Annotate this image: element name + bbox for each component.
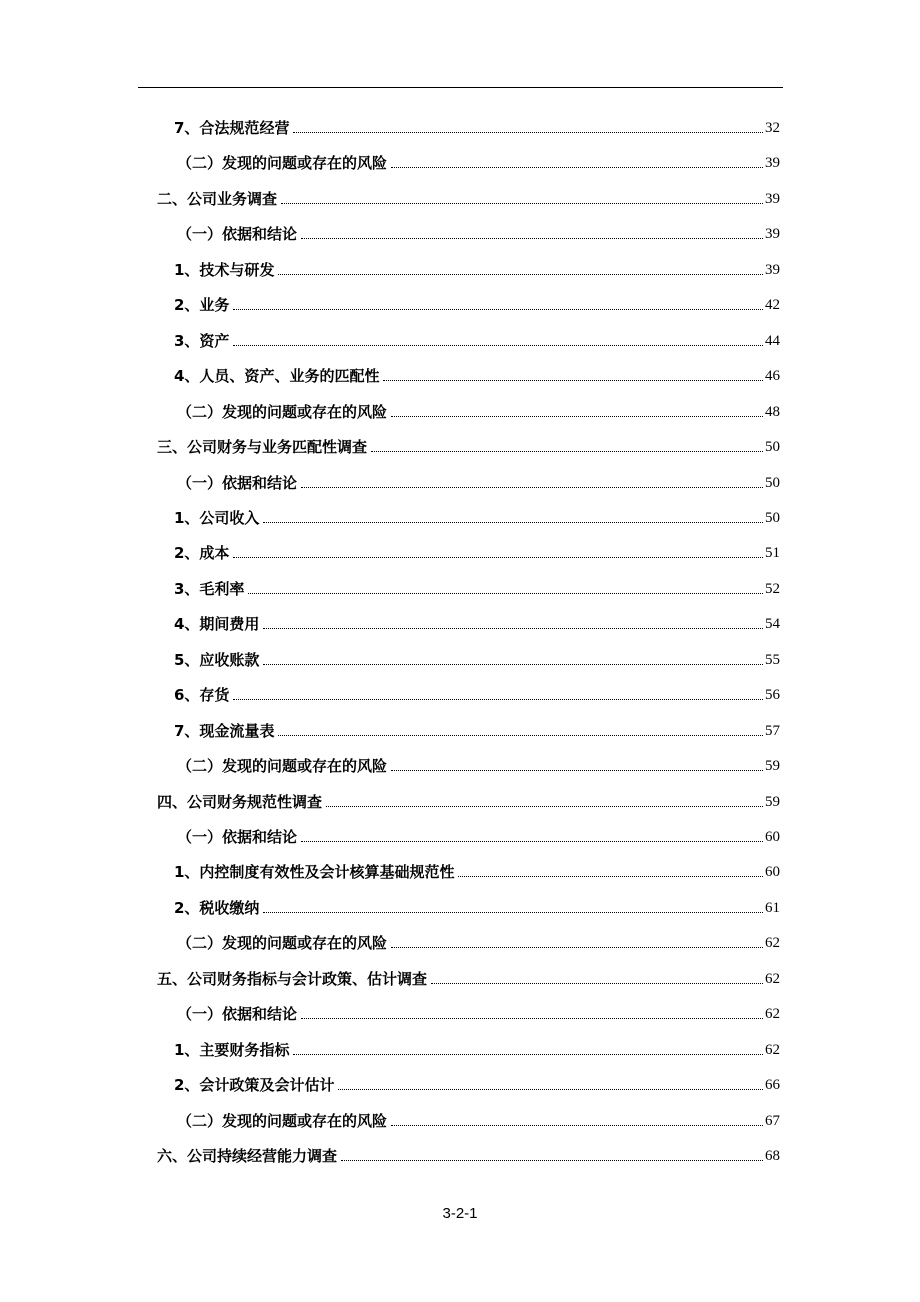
toc-leader-dots [293, 1054, 763, 1055]
toc-leader-dots [263, 664, 763, 665]
toc-entry-label: 6、存货 [174, 686, 230, 705]
toc-entry[interactable] [174, 114, 780, 138]
toc-entry-page: 32 [765, 120, 780, 136]
toc-entry[interactable] [157, 1142, 780, 1166]
toc-entry-label: 7、合法规范经营 [174, 119, 290, 137]
toc-entry-page: 54 [765, 616, 780, 633]
toc-entry[interactable] [177, 469, 780, 493]
toc-entry-page: 55 [765, 651, 780, 668]
toc-entry-page: 52 [765, 580, 780, 597]
toc-leader-dots [233, 309, 763, 310]
toc-entry[interactable] [157, 788, 780, 812]
toc-entry-label: 2、业务 [174, 296, 230, 315]
toc-entry-page: 60 [765, 829, 780, 845]
toc-entry[interactable] [174, 327, 780, 351]
toc-leader-dots [278, 735, 763, 736]
toc-entry-label: 五、公司财务指标与会计政策、估计调查 [157, 969, 428, 988]
toc-entry[interactable] [177, 149, 780, 173]
toc-entry-page: 60 [765, 864, 780, 881]
toc-entry-label: （一）依据和结论 [177, 225, 298, 244]
toc-entry[interactable] [174, 575, 780, 599]
toc-entry-page: 67 [765, 1112, 780, 1129]
toc-entry-page: 39 [765, 226, 780, 243]
toc-entry-page: 56 [765, 687, 780, 704]
toc-leader-dots [341, 1160, 763, 1161]
toc-entry-page: 62 [765, 1041, 780, 1058]
toc-entry-label: （一）依据和结论 [177, 473, 298, 492]
toc-leader-dots [391, 167, 763, 168]
toc-entry[interactable] [174, 1071, 780, 1095]
toc-entry-page: 42 [765, 297, 780, 314]
toc-entry-page: 50 [765, 474, 780, 491]
toc-leader-dots [263, 522, 763, 523]
toc-entry-label: 4、期间费用 [174, 615, 260, 634]
toc-entry-page: 39 [765, 155, 780, 172]
toc-entry-label: 1、主要财务指标 [174, 1040, 290, 1059]
toc-entry[interactable] [157, 185, 780, 209]
toc-leader-dots [301, 238, 763, 239]
toc-leader-dots [371, 451, 763, 452]
toc-entry-label: 1、技术与研发 [174, 260, 275, 279]
toc-entry[interactable] [174, 858, 780, 882]
toc-entry-page: 57 [765, 722, 780, 739]
toc-entry-label: 1、公司收入 [174, 508, 260, 527]
header-rule [138, 87, 783, 88]
toc-entry[interactable] [174, 504, 780, 528]
toc-entry-page: 48 [765, 403, 780, 420]
toc-entry[interactable] [174, 681, 780, 705]
toc-entry[interactable] [174, 291, 780, 315]
toc-entry-label: 2、税收缴纳 [174, 898, 260, 917]
toc-entry-page: 62 [765, 970, 780, 987]
toc-leader-dots [233, 699, 763, 700]
toc-entry[interactable] [174, 894, 780, 918]
toc-entry-page: 66 [765, 1077, 780, 1094]
toc-leader-dots [248, 593, 763, 594]
toc-entry[interactable] [174, 1036, 780, 1060]
toc-leader-dots [458, 876, 763, 877]
toc-entry-page: 46 [765, 368, 780, 385]
toc-entry-label: 3、资产 [174, 331, 230, 350]
toc-entry[interactable] [174, 362, 780, 386]
toc-entry-page: 61 [765, 899, 780, 916]
toc-entry-page: 51 [765, 545, 780, 562]
toc-leader-dots [338, 1089, 763, 1090]
toc-leader-dots [293, 132, 763, 133]
toc-entry[interactable] [174, 717, 780, 741]
toc-leader-dots [391, 770, 763, 771]
toc-entry[interactable] [177, 929, 780, 953]
toc-entry-page: 62 [765, 935, 780, 952]
toc-entry-label: （二）发现的问题或存在的风险 [177, 757, 388, 776]
toc-entry[interactable] [174, 256, 780, 280]
toc-entry-page: 62 [765, 1006, 780, 1023]
toc-entry-label: 六、公司持续经营能力调查 [157, 1147, 338, 1166]
toc-entry[interactable] [177, 752, 780, 776]
toc-entry-page: 50 [765, 509, 780, 526]
toc-entry[interactable] [157, 433, 780, 457]
toc-entry-label: （二）发现的问题或存在的风险 [177, 402, 388, 421]
toc-entry-label: （二）发现的问题或存在的风险 [177, 1111, 388, 1130]
toc-leader-dots [391, 1125, 763, 1126]
toc-entry-label: （二）发现的问题或存在的风险 [177, 934, 388, 953]
toc-entry[interactable] [177, 1000, 780, 1024]
toc-entry[interactable] [177, 398, 780, 422]
toc-leader-dots [263, 912, 763, 913]
toc-leader-dots [278, 274, 763, 275]
toc-leader-dots [301, 841, 763, 842]
toc-leader-dots [326, 806, 763, 807]
toc-entry-label: （二）发现的问题或存在的风险 [177, 154, 388, 173]
toc-entry-page: 59 [765, 758, 780, 775]
toc-entry[interactable] [177, 823, 780, 847]
toc-entry-label: 三、公司财务与业务匹配性调查 [157, 438, 368, 457]
toc-entry-page: 39 [765, 261, 780, 278]
toc-leader-dots [391, 416, 763, 417]
toc-leader-dots [391, 947, 763, 948]
toc-entry-label: 1、内控制度有效性及会计核算基础规范性 [174, 863, 455, 882]
toc-leader-dots [301, 1018, 763, 1019]
toc-entry[interactable] [177, 1107, 780, 1131]
toc-entry-label: 7、现金流量表 [174, 721, 275, 740]
toc-leader-dots [383, 380, 763, 381]
toc-leader-dots [233, 557, 763, 558]
page-number: 3-2-1 [442, 1205, 478, 1222]
toc-leader-dots [233, 345, 763, 346]
toc-entry-label: （一）依据和结论 [177, 828, 298, 846]
toc-entry-label: 2、会计政策及会计估计 [174, 1076, 335, 1095]
toc-entry[interactable] [174, 646, 780, 670]
toc-entry-page: 50 [765, 439, 780, 456]
toc-leader-dots [301, 487, 763, 488]
toc-entry-label: 二、公司业务调查 [157, 189, 278, 208]
toc-leader-dots [431, 983, 763, 984]
toc-entry-label: 3、毛利率 [174, 579, 245, 598]
toc-entry-label: （一）依据和结论 [177, 1005, 298, 1024]
toc-entry[interactable] [177, 220, 780, 244]
toc-entry-page: 59 [765, 793, 780, 810]
toc-leader-dots [281, 203, 763, 204]
toc-leader-dots [263, 628, 763, 629]
toc-entry[interactable] [174, 539, 780, 563]
toc-entry-page: 44 [765, 332, 780, 349]
toc-entry-label: 5、应收账款 [174, 650, 260, 669]
toc-entry-label: 2、成本 [174, 544, 230, 563]
toc-entry-label: 4、人员、资产、业务的匹配性 [174, 367, 380, 386]
toc-entry-label: 四、公司财务规范性调查 [157, 792, 323, 811]
toc-entry-page: 39 [765, 190, 780, 207]
toc-entry[interactable] [157, 965, 780, 989]
toc-entry-page: 68 [765, 1148, 780, 1165]
toc-entry[interactable] [174, 610, 780, 634]
